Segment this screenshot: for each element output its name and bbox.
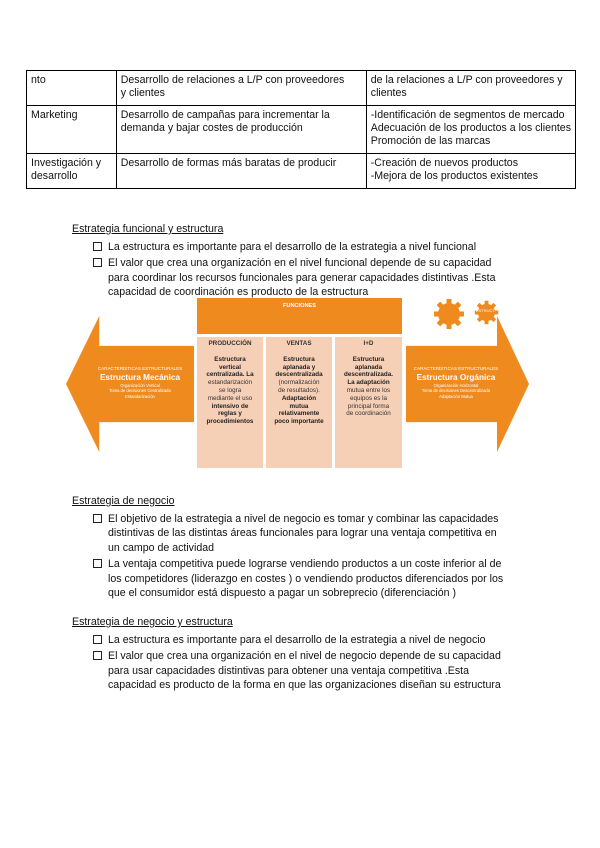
- column-line: se logra: [218, 386, 242, 394]
- column-line: estandarización: [207, 379, 253, 387]
- section-business-strategy-structure: [72, 615, 522, 695]
- functions-block: [197, 298, 402, 468]
- section-heading: Estrategia de negocio: [72, 495, 175, 507]
- column-line: procedimientos: [206, 418, 254, 426]
- section-heading: Estrategia funcional y estructura: [72, 223, 224, 235]
- column-line: intensivo de: [211, 402, 249, 410]
- list-item: La estructura es importante para el desarrollo de la estrategia a nivel funcional: [72, 240, 522, 255]
- functions-table: [26, 70, 576, 189]
- table-cell-area: Marketing: [27, 106, 117, 154]
- organic-structure-label: CARACTERÍSTICAS ESTRUCTURALES Estructura Orgánica Organización Horizontal Toma de decisiones Descentralizada Adaptación Mutua: [413, 366, 499, 399]
- table-cell-outcome: -Identificación de segmentos de mercado Adecuación de los productos a los clientes Promoción de las marcas: [366, 106, 575, 154]
- column-line: Estructura: [283, 355, 315, 363]
- column-line: de coordinación: [346, 410, 391, 418]
- list-item: El valor que crea una organización en el nivel de negocio depende de su capacidad para usar capacidades distintivas para obtener una ventaja competitiva .Esta capacidad es producto de la forma en que las organizaciones diseñan su estructura: [72, 649, 522, 693]
- list-item: La ventaja competitiva puede lograrse vendiendo productos a un coste inferior al de los competidores (liderazgo en costes ) o vendiendo productos diferenciados por los que el consumidor está dispuesto a pagar un sobreprecio (diferenciación ): [72, 557, 522, 601]
- table-row: [27, 71, 576, 106]
- section-business-strategy: [72, 494, 522, 603]
- table-cell-focus: Desarrollo de formas más baratas de producir: [116, 154, 366, 189]
- column-line: reglas y: [218, 410, 242, 418]
- column-line: relativamente: [278, 410, 320, 418]
- structure-diagram: [66, 298, 529, 470]
- column-ventas: VENTAS Estructura aplanada y descentralizada (normalización de resultados). Adaptación mutua relativamente poco importante: [266, 337, 332, 468]
- column-produccion: PRODUCCIÓN Estructura vertical centralizada. La estandarización se logra mediante el uso intensivo de reglas y procedimientos: [197, 337, 263, 468]
- column-line: equipos es la: [349, 394, 388, 402]
- column-line: principal forma: [347, 402, 390, 410]
- column-line: La adaptación: [347, 379, 390, 387]
- table-cell-area: nto: [27, 71, 117, 106]
- table-cell-focus: Desarrollo de campañas para incrementar la demanda y bajar costes de producción: [116, 106, 366, 154]
- column-line: aplanada y: [282, 363, 316, 371]
- checkbox-bullet-icon: [93, 559, 102, 568]
- table-cell-area: Investigación y desarrollo: [27, 154, 117, 189]
- column-line: Estructura: [214, 355, 246, 363]
- list-item: La estructura es importante para el desarrollo de la estrategia a nivel de negocio: [72, 633, 522, 648]
- column-line: de resultados).: [278, 386, 320, 394]
- section-functional-strategy: [72, 222, 522, 302]
- gear-label: ESTRUCT.: [476, 308, 496, 313]
- list-item: El objetivo de la estrategia a nivel de negocio es tomar y combinar las capacidades distintivas de las distintas áreas funcionales para lograr una ventaja competitiva en un campo de actividad: [72, 512, 522, 556]
- column-line: mutua entre los: [346, 386, 391, 394]
- column-line: Adaptación: [281, 394, 317, 402]
- column-id: I+D Estructura aplanada descentralizada. La adaptación mutua entre los equipos es la principal forma de coordinación: [335, 337, 402, 468]
- list-item: El valor que crea una organización en el nivel funcional depende de su capacidad para coordinar los recursos funcionales para generar capacidades distintivas .Esta capacidad de coordinación es producto de la estructura: [72, 256, 522, 300]
- checkbox-bullet-icon: [93, 651, 102, 660]
- table-row: [27, 106, 576, 154]
- column-line: descentralizada: [275, 371, 323, 379]
- column-line: aplanada: [354, 363, 383, 371]
- column-line: (normalización: [278, 379, 320, 387]
- table-cell-outcome: de la relaciones a L/P con proveedores y clientes: [366, 71, 575, 106]
- section-heading: Estrategia de negocio y estructura: [72, 616, 233, 628]
- gear-icon: [433, 298, 465, 330]
- column-line: poco importante: [274, 418, 324, 426]
- column-line: vertical: [218, 363, 242, 371]
- table-cell-outcome: -Creación de nuevos productos -Mejora de los productos existentes: [366, 154, 575, 189]
- column-line: mediante el uso: [207, 394, 253, 402]
- column-line: mutua: [289, 402, 309, 410]
- table-cell-focus: Desarrollo de relaciones a L/P con proveedores y clientes: [116, 71, 366, 106]
- column-line: centralizada. La: [206, 371, 254, 379]
- checkbox-bullet-icon: [93, 242, 102, 251]
- checkbox-bullet-icon: [93, 258, 102, 267]
- column-line: descentralizada.: [344, 371, 393, 379]
- checkbox-bullet-icon: [93, 635, 102, 644]
- column-line: Estructura: [352, 355, 385, 363]
- mechanical-structure-label: CARACTERÍSTICAS ESTRUCTURALES Estructura Mecánica Organización Vertical Toma de decisiones Centralizada Estandarización: [97, 366, 183, 399]
- functions-header: FUNCIONES: [197, 298, 402, 334]
- table-row: [27, 154, 576, 189]
- checkbox-bullet-icon: [93, 514, 102, 523]
